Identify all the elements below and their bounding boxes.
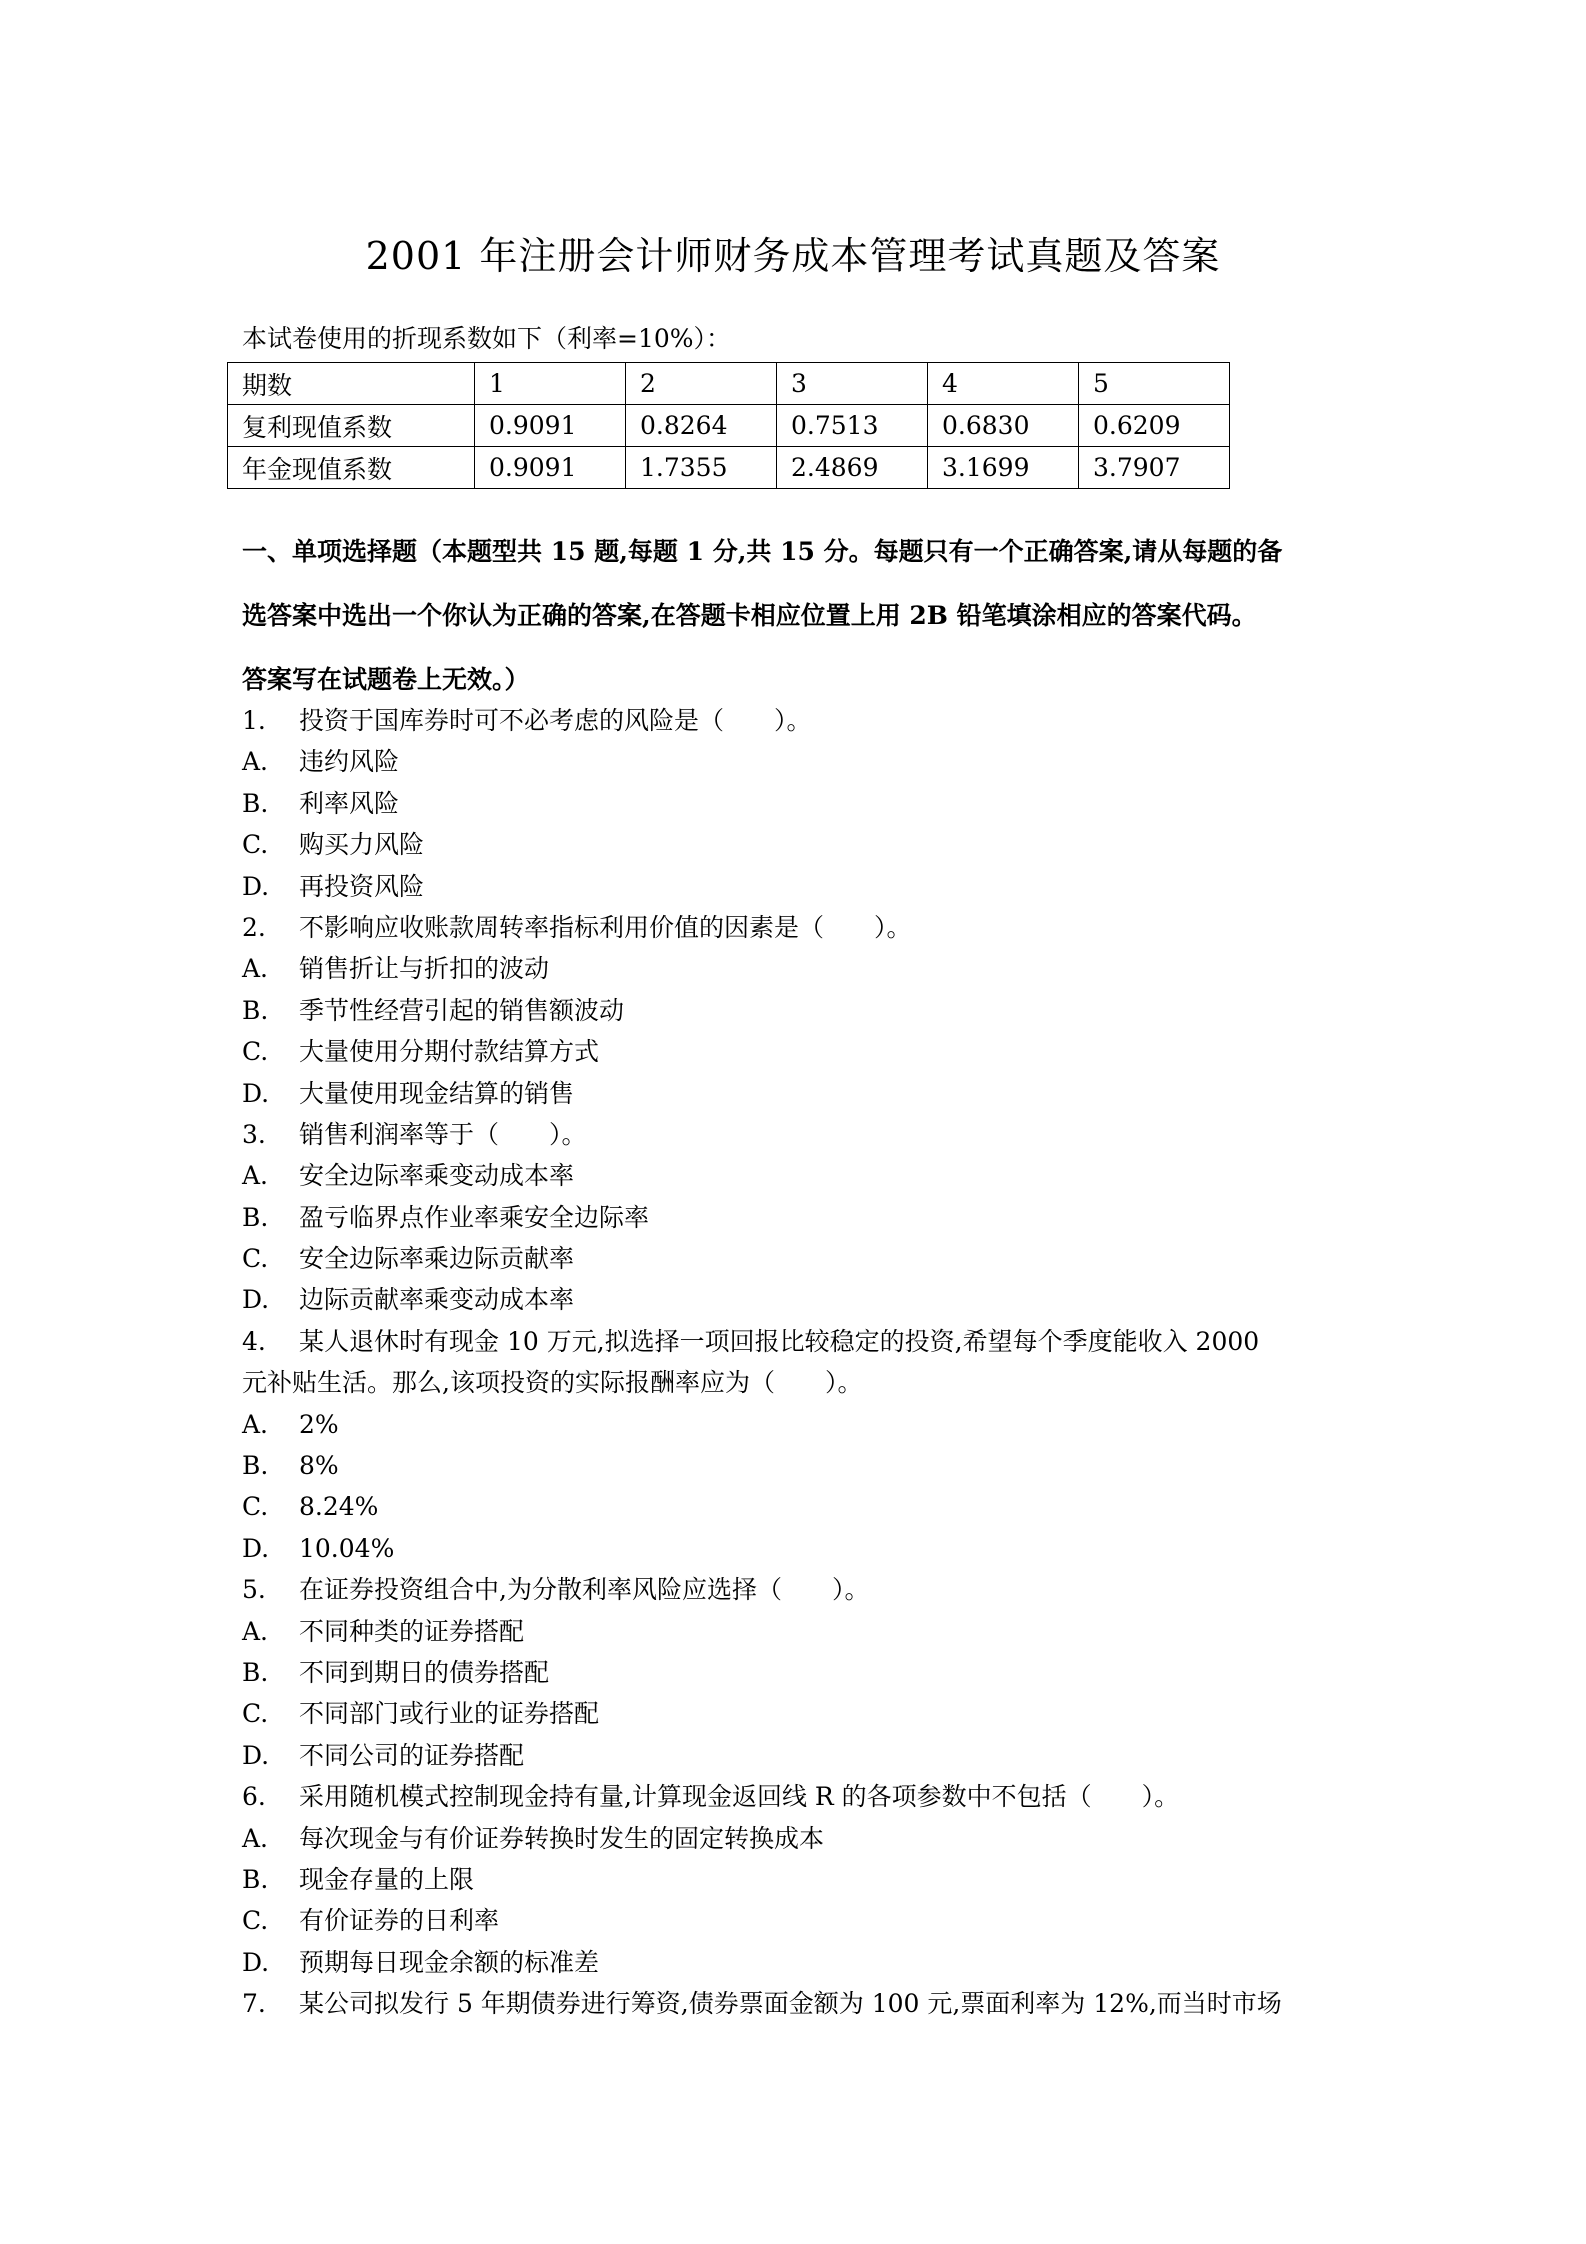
item-text: 边际贡献率乘变动成本率 [299, 1285, 575, 1315]
item-label: 7. [242, 1989, 266, 2019]
question-line [242, 1114, 1362, 1155]
table-row [228, 363, 1230, 405]
table-cell: 0.7513 [777, 405, 928, 447]
option-item [242, 1445, 1362, 1486]
question-line [242, 1321, 1362, 1362]
item-label: 5. [242, 1575, 266, 1605]
item-label: C. [242, 1244, 269, 1274]
table-cell: 0.9091 [475, 447, 626, 489]
option-item [242, 1900, 1362, 1941]
item-label: B. [242, 1864, 269, 1894]
item-label: 3. [242, 1119, 266, 1149]
item-text: 采用随机模式控制现金持有量,计算现金返回线 R 的各项参数中不包括（ ）。 [299, 1782, 1180, 1812]
discount-factor-table [227, 362, 1230, 489]
table-cell: 年金现值系数 [228, 447, 475, 489]
item-label: A. [242, 1616, 269, 1646]
section-heading-line: 答案写在试题卷上无效。） [242, 665, 530, 694]
question-list [242, 700, 1362, 2025]
option-item [242, 824, 1362, 865]
item-text: 元补贴生活。那么,该项投资的实际报酬率应为（ ）。 [242, 1368, 863, 1398]
item-label: D. [242, 1533, 270, 1563]
table-row [228, 447, 1230, 489]
section-heading-line: 一、单项选择题（本题型共 15 题,每题 1 分,共 15 分。每题只有一个正确答案,请从每题的备 [242, 537, 1283, 566]
option-item [242, 1155, 1362, 1196]
item-label: 1. [242, 706, 266, 735]
item-label: A. [242, 954, 269, 984]
intro-text: 本试卷使用的折现系数如下（利率=10%）： [242, 324, 732, 353]
item-text: 销售折让与折扣的波动 [299, 954, 550, 984]
table-cell: 期数 [228, 363, 475, 405]
table-cell: 5 [1079, 363, 1230, 405]
table-cell: 3.1699 [928, 447, 1079, 489]
table-cell: 2 [626, 363, 777, 405]
item-text: 每次现金与有价证券转换时发生的固定转换成本 [299, 1823, 825, 1853]
item-label: 6. [242, 1782, 266, 1812]
option-item [242, 1279, 1362, 1320]
item-text: 再投资风险 [299, 871, 425, 901]
item-label: B. [242, 995, 269, 1025]
question-line [242, 1362, 1362, 1403]
item-label: 4. [242, 1326, 266, 1356]
table-cell: 0.6209 [1079, 405, 1230, 447]
option-item [242, 1735, 1362, 1776]
item-label: B. [242, 1451, 269, 1481]
item-text: 2% [299, 1409, 339, 1439]
option-item [242, 1528, 1362, 1569]
item-text: 不同部门或行业的证券搭配 [299, 1699, 600, 1729]
item-text: 某公司拟发行 5 年期债券进行筹资,债券票面金额为 100 元,票面利率为 12%,而当时市场 [299, 1989, 1282, 2019]
item-text: 销售利润率等于（ ）。 [299, 1119, 587, 1149]
item-label: C. [242, 1699, 269, 1729]
page-title: 2001 年注册会计师财务成本管理考试真题及答案 [365, 234, 1221, 278]
item-label: A. [242, 1409, 269, 1439]
question-line [242, 1569, 1362, 1610]
option-item [242, 866, 1362, 907]
option-item [242, 1693, 1362, 1734]
item-text: 不同种类的证券搭配 [299, 1616, 525, 1646]
item-text: 季节性经营引起的销售额波动 [299, 995, 625, 1025]
item-text: 不同公司的证券搭配 [299, 1740, 525, 1770]
table-cell: 0.8264 [626, 405, 777, 447]
option-item [242, 1611, 1362, 1652]
option-item [242, 1031, 1362, 1072]
item-text: 预期每日现金余额的标准差 [299, 1947, 600, 1977]
item-text: 10.04% [299, 1533, 395, 1563]
item-text: 在证券投资组合中,为分散利率风险应选择（ ）。 [299, 1575, 870, 1605]
item-label: D. [242, 871, 270, 901]
item-label: C. [242, 1037, 269, 1067]
item-text: 盈亏临界点作业率乘安全边际率 [299, 1202, 650, 1232]
item-text: 现金存量的上限 [299, 1864, 475, 1894]
table-cell: 1 [475, 363, 626, 405]
option-item [242, 1859, 1362, 1900]
item-text: 利率风险 [299, 788, 400, 818]
table-row [228, 405, 1230, 447]
item-label: C. [242, 1492, 269, 1522]
item-text: 投资于国库券时可不必考虑的风险是（ ）。 [299, 706, 812, 735]
item-text: 大量使用现金结算的销售 [299, 1078, 575, 1108]
table-cell: 4 [928, 363, 1079, 405]
table-cell: 1.7355 [626, 447, 777, 489]
item-label: D. [242, 1078, 270, 1108]
table-cell: 2.4869 [777, 447, 928, 489]
table-cell: 3 [777, 363, 928, 405]
option-item [242, 741, 1362, 782]
item-label: B. [242, 1657, 269, 1687]
option-item [242, 1818, 1362, 1859]
item-text: 安全边际率乘边际贡献率 [299, 1244, 575, 1274]
option-item [242, 948, 1362, 989]
item-text: 某人退休时有现金 10 万元,拟选择一项回报比较稳定的投资,希望每个季度能收入 2000 [299, 1326, 1260, 1356]
item-label: A. [242, 1823, 269, 1853]
question-line [242, 1776, 1362, 1817]
option-item [242, 1073, 1362, 1114]
item-label: D. [242, 1285, 270, 1315]
item-text: 大量使用分期付款结算方式 [299, 1037, 600, 1067]
item-text: 违约风险 [299, 747, 400, 777]
section-heading [242, 520, 1362, 712]
option-item [242, 990, 1362, 1031]
option-item [242, 1652, 1362, 1693]
item-label: D. [242, 1947, 270, 1977]
item-label: A. [242, 1161, 269, 1191]
item-text: 不影响应收账款周转率指标利用价值的因素是（ ）。 [299, 912, 912, 942]
item-text: 有价证券的日利率 [299, 1906, 500, 1936]
question-line [242, 1983, 1362, 2024]
item-text: 不同到期日的债券搭配 [299, 1657, 550, 1687]
option-item [242, 1197, 1362, 1238]
table-cell: 复利现值系数 [228, 405, 475, 447]
item-label: B. [242, 1202, 269, 1232]
option-item [242, 1942, 1362, 1983]
table-cell: 0.9091 [475, 405, 626, 447]
item-label: A. [242, 747, 269, 777]
option-item [242, 1404, 1362, 1445]
item-text: 购买力风险 [299, 830, 425, 860]
question-line [242, 907, 1362, 948]
table-cell: 3.7907 [1079, 447, 1230, 489]
question-line [242, 700, 1362, 741]
option-item [242, 1238, 1362, 1279]
table-cell: 0.6830 [928, 405, 1079, 447]
option-item [242, 783, 1362, 824]
section-heading-line: 选答案中选出一个你认为正确的答案,在答题卡相应位置上用 2B 铅笔填涂相应的答案代码。 [242, 601, 1257, 630]
option-item [242, 1486, 1362, 1527]
item-text: 安全边际率乘变动成本率 [299, 1161, 575, 1191]
item-label: C. [242, 830, 269, 860]
item-label: B. [242, 788, 269, 818]
item-text: 8.24% [299, 1492, 379, 1522]
item-text: 8% [299, 1451, 339, 1481]
item-label: C. [242, 1906, 269, 1936]
item-label: D. [242, 1740, 270, 1770]
item-label: 2. [242, 912, 266, 942]
